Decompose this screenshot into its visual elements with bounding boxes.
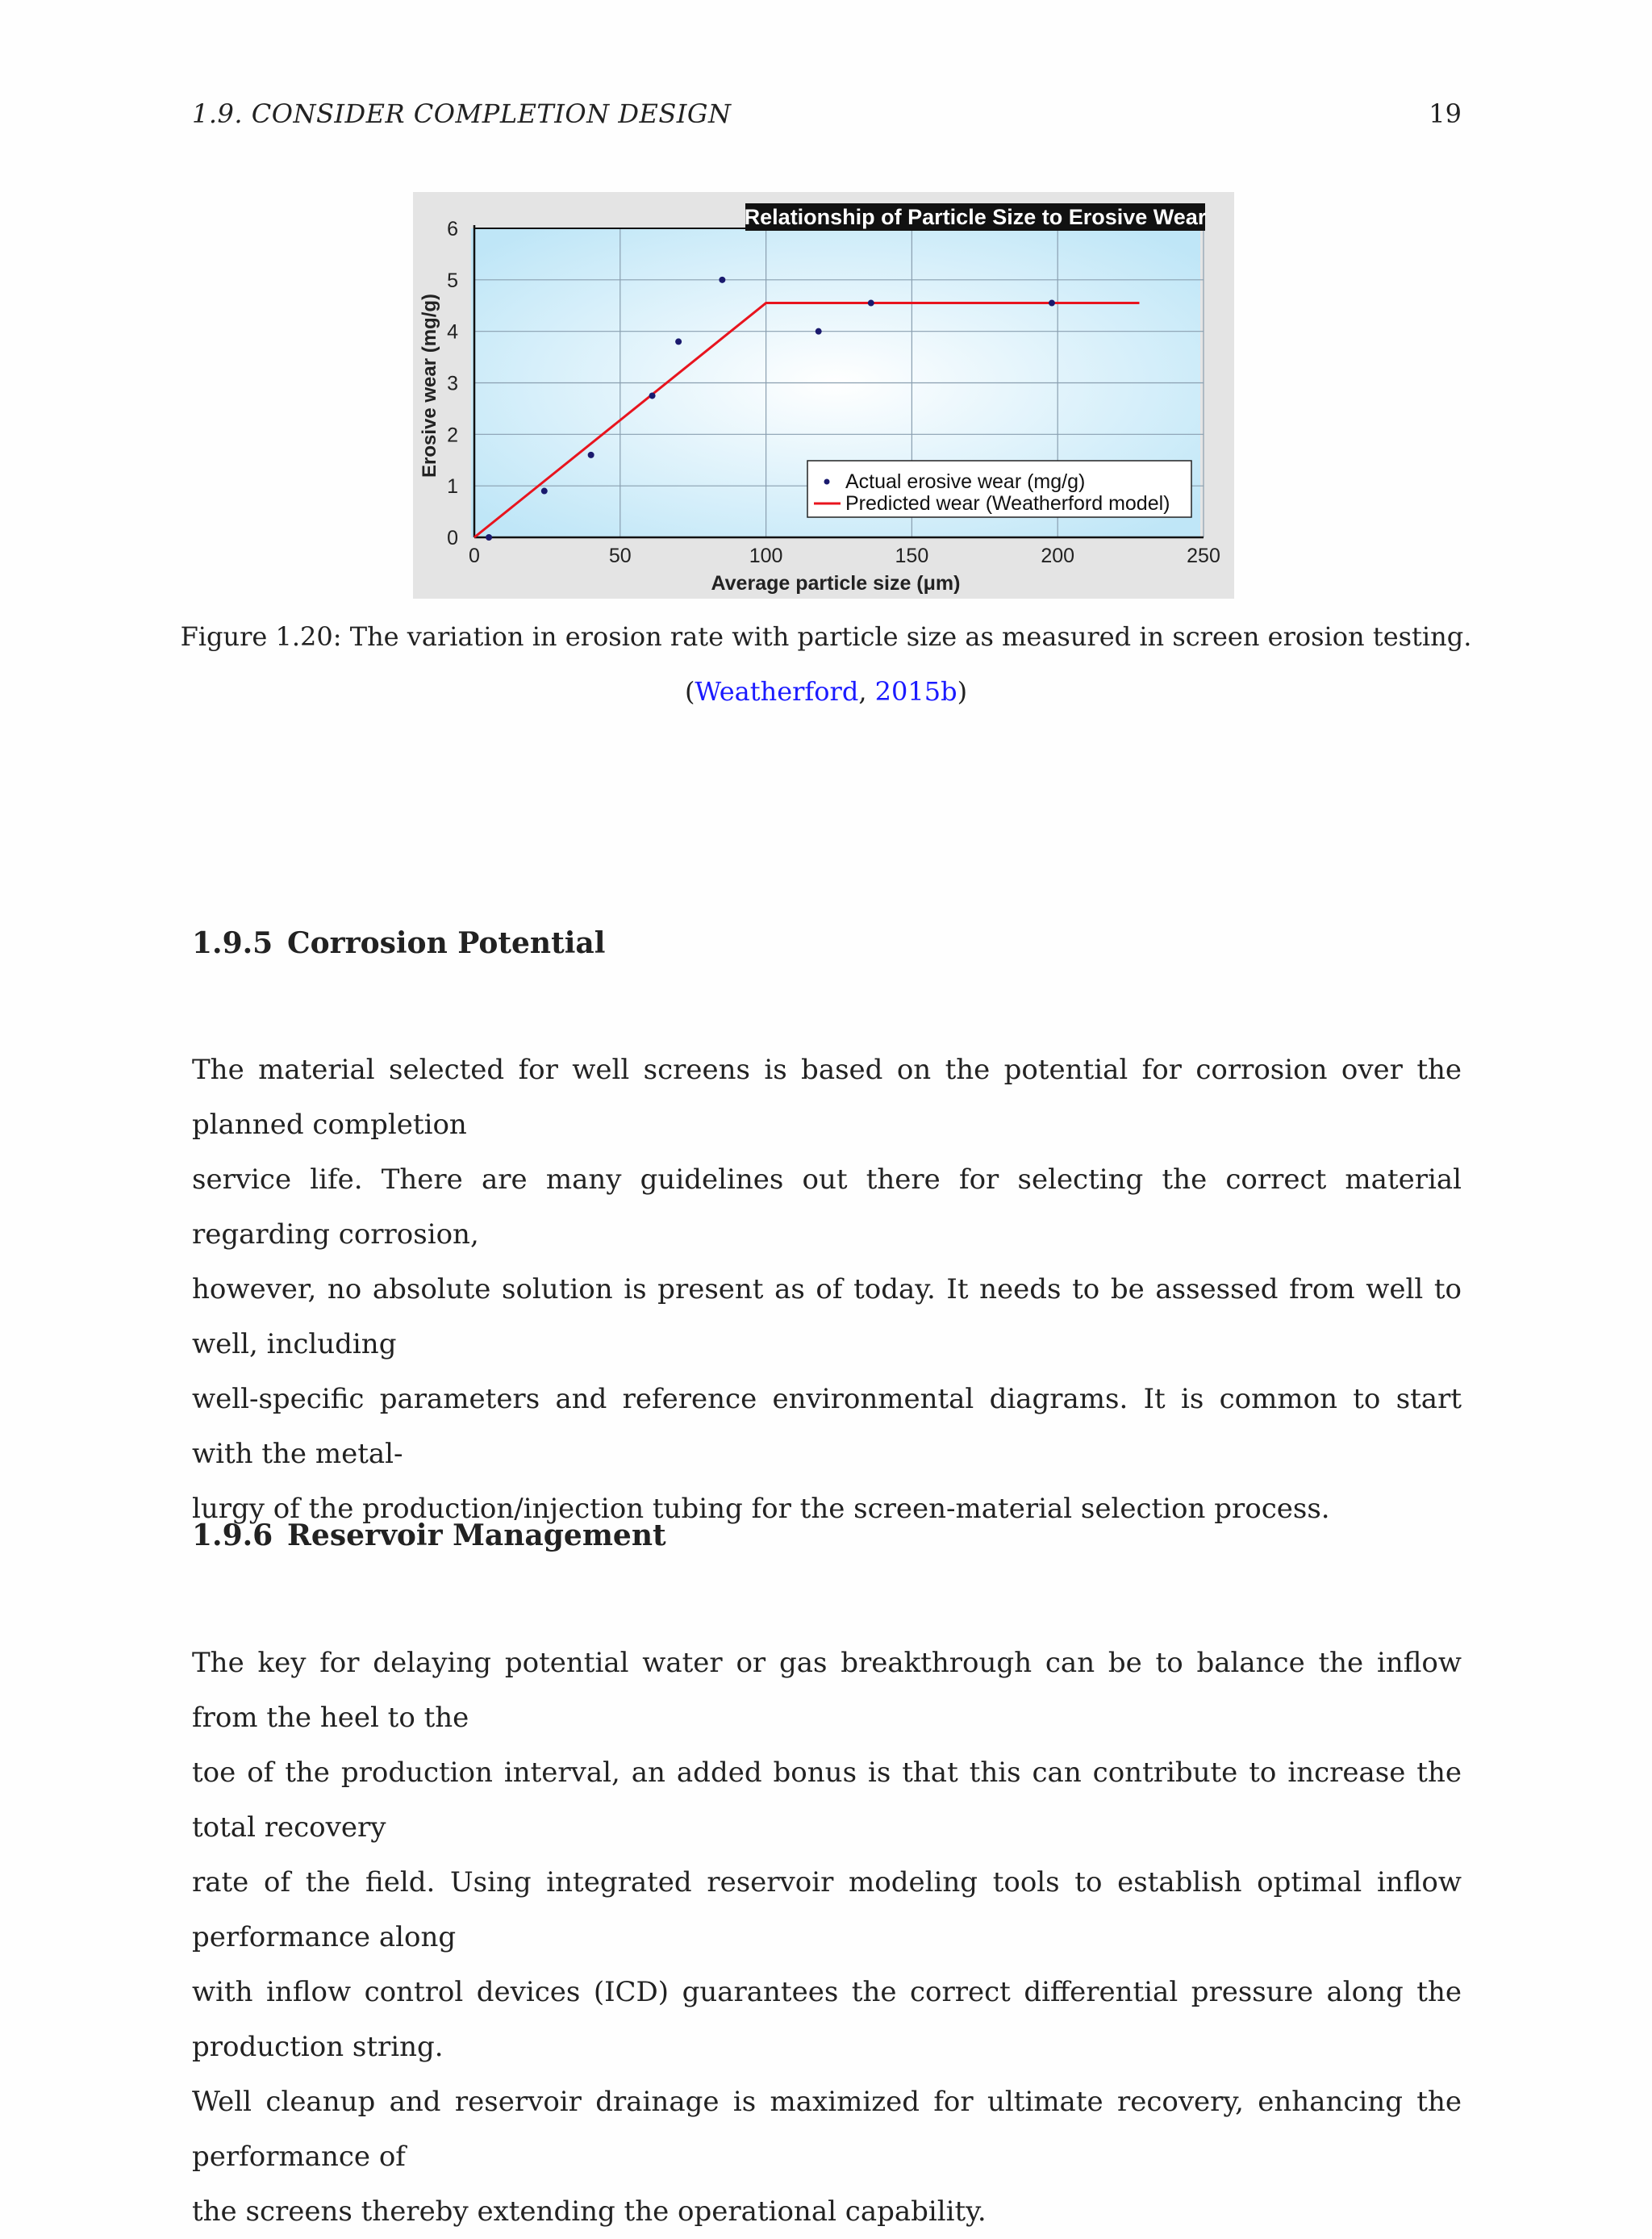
actual-wear-point — [675, 338, 682, 345]
x-tick-label: 50 — [608, 545, 632, 567]
section-heading-reservoir — [192, 1518, 666, 1552]
citation-year-link[interactable]: 2015b — [874, 676, 957, 707]
actual-wear-point — [816, 328, 822, 335]
figure-citation — [0, 676, 1652, 707]
section-number: 1.9.6 — [192, 1518, 273, 1552]
page-number: 19 — [1429, 98, 1462, 129]
paragraph-line: the screens thereby extending the operational capability. — [192, 2195, 987, 2228]
paragraph-line: toe of the production interval, an added bonus is that this can contribute to increase the total recovery — [192, 1757, 1462, 1844]
figure-erosion-chart — [413, 192, 1234, 599]
chart-svg — [413, 192, 1234, 599]
y-tick-label: 5 — [447, 269, 458, 292]
actual-wear-point — [1049, 300, 1055, 307]
y-tick-label: 2 — [447, 424, 458, 447]
citation-separator: , — [858, 676, 875, 707]
paragraph-line: with inflow control devices (ICD) guarantees the correct differential pressure along the production string. — [192, 1976, 1462, 2063]
paragraph-line: rate of the field. Using integrated reservoir modeling tools to establish optimal inflow performance along — [192, 1866, 1462, 1953]
paragraph-line: however, no absolute solution is present as of today. It needs to be assessed from well to well, including — [192, 1273, 1462, 1360]
legend-label-actual: Actual erosive wear (mg/g) — [845, 470, 1086, 493]
actual-wear-point — [649, 392, 656, 399]
running-header: 1.9. CONSIDER COMPLETION DESIGN — [192, 98, 732, 129]
citation-author-link[interactable]: Weatherford — [695, 676, 859, 707]
chart-legend — [807, 461, 1191, 517]
y-tick-label: 0 — [447, 527, 458, 549]
citation-close: ) — [957, 676, 968, 707]
x-tick-label: 0 — [469, 545, 480, 567]
x-tick-label: 100 — [749, 545, 783, 567]
paragraph-corrosion — [192, 1042, 1462, 1536]
y-tick-label: 4 — [447, 320, 458, 344]
section-title: Reservoir Management — [287, 1518, 666, 1552]
section-heading-corrosion — [192, 926, 605, 960]
actual-wear-point — [588, 452, 594, 458]
y-axis-label: Erosive wear (mg/g) — [419, 293, 440, 478]
x-tick-label: 150 — [895, 545, 929, 567]
figure-caption: Figure 1.20: The variation in erosion rate with particle size as measured in screen erosion testing. — [180, 621, 1472, 652]
actual-wear-point — [868, 300, 874, 307]
legend-marker-points — [824, 479, 830, 485]
y-tick-label: 6 — [447, 218, 458, 240]
y-tick-label: 3 — [447, 372, 458, 395]
chart-title: Relationship of Particle Size to Erosive Wear — [744, 205, 1207, 229]
x-axis-label: Average particle size (μm) — [711, 572, 961, 595]
x-tick-label: 250 — [1187, 545, 1220, 567]
citation-open: ( — [684, 676, 695, 707]
paragraph-line: Well cleanup and reservoir drainage is maximized for ultimate recovery, enhancing the performance of — [192, 2086, 1462, 2173]
paragraph-reservoir — [192, 1635, 1462, 2239]
legend-label-predicted: Predicted wear (Weatherford model) — [845, 492, 1170, 515]
x-tick-label: 200 — [1041, 545, 1075, 567]
y-tick-label: 1 — [447, 475, 458, 499]
paragraph-line: lurgy of the production/injection tubing for the screen-material selection process. — [192, 1493, 1330, 1525]
paragraph-line: service life. There are many guidelines out there for selecting the correct material regarding corrosion, — [192, 1163, 1462, 1251]
paragraph-line: The material selected for well screens is based on the potential for corrosion over the planned completion — [192, 1054, 1462, 1141]
actual-wear-point — [541, 488, 548, 495]
paragraph-line: well-specific parameters and reference environmental diagrams. It is common to start with the metal- — [192, 1383, 1462, 1470]
paragraph-line: The key for delaying potential water or gas breakthrough can be to balance the inflow from the heel to the — [192, 1647, 1462, 1734]
section-title: Corrosion Potential — [287, 926, 606, 960]
section-number: 1.9.5 — [192, 926, 273, 960]
actual-wear-point — [719, 277, 725, 283]
actual-wear-point — [486, 534, 492, 541]
